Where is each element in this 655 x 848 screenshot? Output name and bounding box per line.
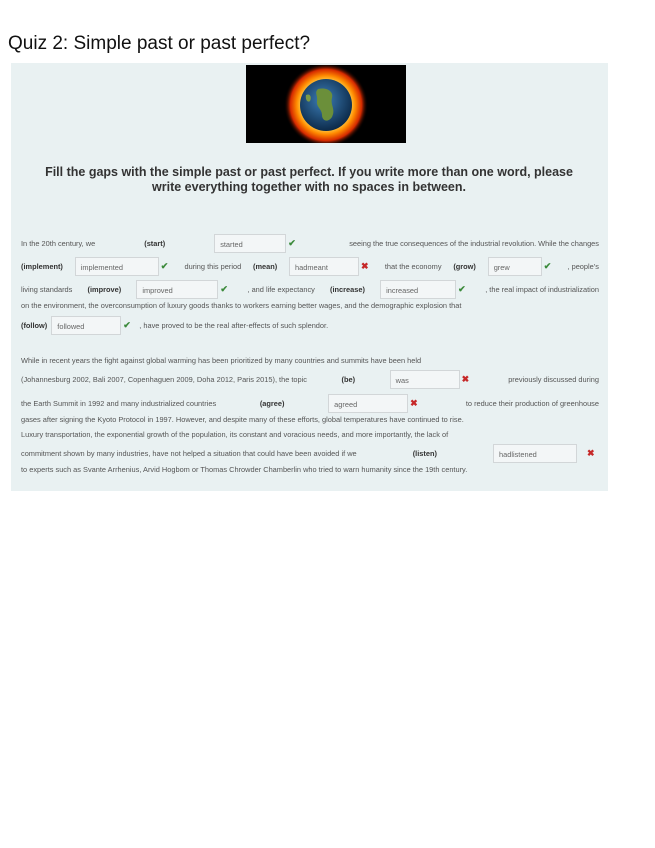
gap-field (390, 370, 474, 389)
correct-check-icon: ✔ (288, 237, 296, 248)
answer-input[interactable]: grew (488, 257, 542, 276)
p2-line-3 (21, 393, 599, 413)
gap-field (136, 280, 232, 299)
p2-line-6 (21, 443, 599, 463)
text: , and life expectancy (247, 284, 315, 294)
text: to reduce their production of greenhouse (465, 398, 599, 408)
text: (Johannesburg 2002, Bali 2007, Copenhaguen 2009, Doha 2012, Paris 2015), the topic (21, 374, 307, 384)
verb-hint: (be) (341, 374, 356, 384)
page-title: Quiz 2: Simple past or past perfect? (8, 33, 311, 54)
answer-input[interactable]: improved (136, 280, 218, 299)
wrong-cross-icon: ✖ (410, 397, 418, 408)
gap-field (380, 280, 470, 299)
verb-hint: (listen) (412, 448, 437, 458)
quiz-panel (11, 63, 608, 491)
correct-check-icon: ✔ (220, 283, 228, 294)
wrong-cross-icon: ✖ (361, 260, 369, 271)
answer-input[interactable]: implemented (75, 257, 159, 276)
answer-input[interactable]: hadmeant (289, 257, 359, 276)
verb-hint: (agree) (259, 398, 285, 408)
gap-field (214, 234, 300, 253)
answer-input[interactable]: was (390, 370, 460, 389)
p1-line-4 (21, 298, 599, 312)
gap-field (328, 394, 422, 413)
answer-input[interactable]: agreed (328, 394, 408, 413)
burning-earth-image (246, 65, 406, 143)
correct-check-icon: ✔ (160, 260, 169, 271)
text: commitment shown by many industries, have not helped a situation that could have been avoided if we (21, 448, 357, 458)
p1-line-1 (21, 233, 599, 253)
wrong-cross-icon: ✖ (586, 447, 595, 458)
text: previously discussed during (508, 374, 599, 384)
text: living standards (21, 284, 73, 294)
verb-hint: (grow) (453, 261, 476, 271)
gap-field (51, 316, 135, 335)
verb-hint: (increase) (330, 284, 365, 294)
verb-hint: (mean) (252, 261, 278, 271)
p1-line-2 (21, 256, 599, 276)
answer-input[interactable]: followed (51, 316, 121, 335)
text: to experts such as Svante Arrhenius, Arvid Hogbom or Thomas Chrowder Chamberlin who tried to warn humanity since the 19th century. (21, 464, 468, 474)
correct-check-icon: ✔ (543, 260, 552, 271)
p2-line-7 (21, 462, 599, 476)
answer-input[interactable]: started (214, 234, 286, 253)
paragraph-2 (21, 353, 599, 483)
text: , people's (567, 261, 599, 271)
text: on the environment, the overconsumption of luxury goods thanks to workers earning better wages, and the demographic explosion that (21, 300, 462, 310)
p1-line-3 (21, 279, 599, 299)
gap-field (289, 257, 373, 276)
text: seeing the true consequences of the industrial revolution. While the changes (349, 238, 599, 248)
p2-line-5 (21, 427, 599, 441)
text: Luxury transportation, the exponential growth of the population, its constant and voracious needs, and more importantly, the lack of (21, 429, 449, 439)
text: In the 20th century, we (21, 238, 96, 248)
wrong-cross-icon: ✖ (461, 373, 470, 384)
paragraph-1 (21, 233, 599, 333)
gap-field (75, 257, 173, 276)
verb-hint: (implement) (21, 261, 63, 271)
verb-hint: (follow) (21, 320, 48, 330)
p2-line-1 (21, 353, 599, 367)
text: gases after signing the Kyoto Protocol in 1997. However, and despite many of these efforts, global temperatures have continued to rise. (21, 414, 464, 424)
instructions-text: Fill the gaps with the simple past or past perfect. If you write more than one word, please write everything together with no spaces in between. (45, 165, 573, 194)
text: , the real impact of industrialization (485, 284, 599, 294)
p2-line-4 (21, 412, 599, 426)
p1-line-5 (21, 315, 599, 335)
text: the Earth Summit in 1992 and many industrialized countries (21, 398, 217, 408)
text: , have proved to be the real after-effects of such splendor. (139, 320, 329, 330)
correct-check-icon: ✔ (123, 319, 131, 330)
verb-hint: (start) (144, 238, 166, 248)
answer-input[interactable]: increased (380, 280, 456, 299)
gap-field (493, 444, 599, 463)
correct-check-icon: ✔ (458, 283, 466, 294)
verb-hint: (improve) (87, 284, 122, 294)
text: that the economy (384, 261, 442, 271)
gap-field (488, 257, 556, 276)
earth-on-fire-illustration (246, 65, 406, 143)
text: While in recent years the fight against global warming has been prioritized by many countries and summits have been held (21, 355, 422, 365)
text: during this period (184, 261, 242, 271)
answer-input[interactable]: hadlistened (493, 444, 577, 463)
p2-line-2 (21, 369, 599, 389)
